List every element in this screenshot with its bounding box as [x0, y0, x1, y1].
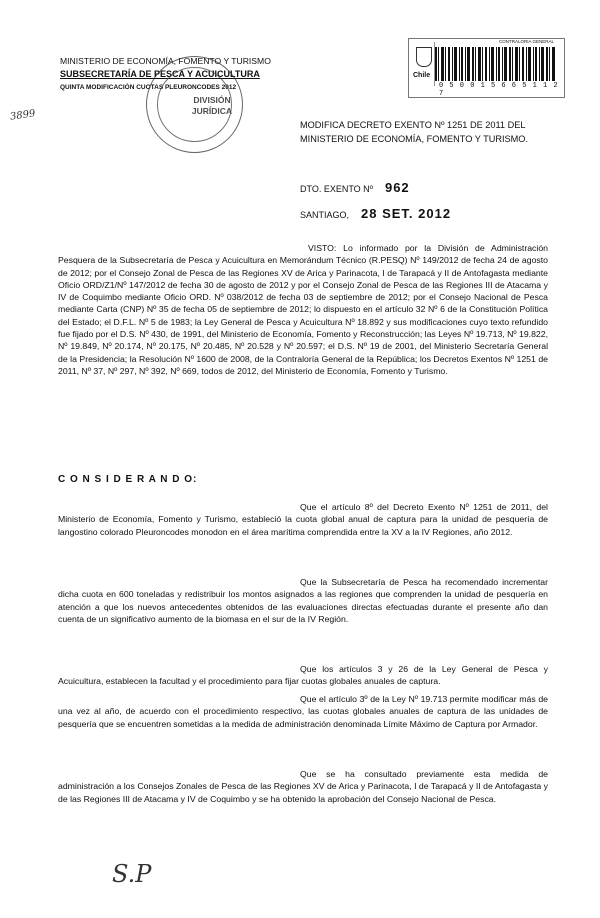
stamp-line-2: JURÍDICA [191, 106, 233, 116]
stamp-line-1: DIVISIÓN [193, 95, 231, 105]
barcode-label [408, 38, 565, 98]
seal-text: Chile [413, 72, 431, 79]
decree-number: 962 [384, 180, 410, 195]
considerando-title: C O N S I D E R A N D O: [58, 474, 198, 485]
reference-line: QUINTA MODIFICACIÓN CUOTAS PLEURONCODES 2012 [60, 84, 237, 91]
barcode-top-text: CONTRALORIA GENERAL [499, 39, 555, 44]
considerando-paragraph: Que los artículos 3 y 26 de la Ley General de Pesca y Acuicultura, establecen la facultad y el procedimiento para fijar cuotas globales anuales de captura. [58, 664, 548, 687]
visto-paragraph: VISTO: Lo informado por la División de Administración Pesquera de la Subsecretaría de Pesca y Acuicultura en Memorándum Técnico (R.PESQ) Nº 149/2012 de fecha 24 de agosto de 2012; por el Consejo Zonal de Pesca de las Regiones XV de Arica y Parinacota, I de Tarapacá y II de Antofagasta mediante Oficio ORD/Z1/Nº 147/2012 de fecha 30 de agosto de 2012 y por el Consejo Zonal de Pesca de las Regiones III de Atacama y IV de Coquimbo mediante Oficio ORD. Nº 038/2012 de fecha 03 de septiembre de 2012; por el Consejo Nacional de Pesca mediante Carta (CNP) Nº 35 de fecha 05 de septiembre de 2012; lo dispuesto en el artículo 32 Nº 6 de la Constitución Política del Estado; el D.F.L. Nº 5 de 1983; la Ley General de Pesca y Acuicultura Nº 18.892 y sus modificaciones cuyo texto refundido fue fijado por el D.S. Nº 430, de 1991, del Ministerio de Economía, Fomento y Reconstrucción; las Leyes Nº 19.713, Nº 19.822, Nº 19.849, Nº 20.174, Nº 20.175, Nº 20.485, Nº 20.528 y Nº 20.597; el D.S. Nº 19 de 2001, del Ministerio Secretaría General de la Presidencia; la Resolución Nº 1600 de 2008, de la Contraloría General de la República; los Decretos Exentos Nº 1251 de 2011, Nº 37, Nº 297, Nº 392, Nº 669, todos de 2012, del Ministerio de Economía, Fomento y Turismo. [58, 243, 548, 376]
subsecretaria-name: SUBSECRETARÍA DE PESCA Y ACUICULTURA [60, 69, 260, 79]
seal-shield-icon [416, 47, 432, 67]
date-value: 28 SET. 2012 [361, 206, 452, 221]
considerando-paragraph: Que la Subsecretaría de Pesca ha recomendado incrementar dicha cuota en 600 toneladas y redistribuir los montos asignados a las regiones que comprenden la unidad de pesquería en atención a que los nuevos antecedentes obtenidos de las evaluaciones directas efectuadas durante el presente año dan cuenta de un significativo aumento de la biomasa en el sur de la IV Región. [58, 577, 548, 624]
decree-date-line [300, 206, 451, 221]
decree-number-line [300, 180, 410, 195]
considerando-paragraph: Que se ha consultado previamente esta medida de administración a los Consejos Zonales de Pesca de las Regiones XV de Arica y Parinacota, I de Tarapacá y II de Antofagasta y de las Regiones III de Atacama y IV de Coquimbo y se ha obtenido la aprobación del Consejo Nacional de Pesca. [58, 769, 548, 804]
seal [412, 42, 435, 86]
stamp-text [177, 95, 247, 117]
handwritten-initials: S.P [112, 860, 152, 888]
considerando-paragraph: Que el artículo 8º del Decreto Exento Nº 1251 de 2011, del Ministerio de Economía, Fomento y Turismo, estableció la cuota global anual de captura para la unidad de pesquería de langostino colorado Pleuroncodes monodon en el área marítima comprendida entre la XV a la IV Regiones, año 2012. [58, 502, 548, 537]
decree-label: DTO. EXENTO Nº [300, 184, 373, 194]
considerando-paragraph: Que el artículo 3º de la Ley Nº 19.713 permite modificar más de una vez al año, de acuerdo con el procedimiento respectivo, las cuotas globales anuales de captura de las unidades de pesquería que se encuentren sometidas a la medida de administración denominada Límite Máximo de Captura por Armador. [58, 694, 548, 729]
decree-subject: MODIFICA DECRETO EXENTO Nº 1251 DE 2011 DEL MINISTERIO DE ECONOMÍA, FOMENTO Y TURISMO. [300, 120, 529, 144]
legal-division-stamp [146, 56, 243, 153]
barcode-number: 0 5 0 0 1 5 6 6 5 1 1 2 7 [439, 82, 559, 98]
ministry-name: MINISTERIO DE ECONOMÍA, FOMENTO Y TURISMO [60, 56, 271, 66]
date-place: SANTIAGO, [300, 210, 350, 220]
handwritten-number: 3899 [9, 108, 37, 123]
barcode-icon [435, 47, 555, 81]
